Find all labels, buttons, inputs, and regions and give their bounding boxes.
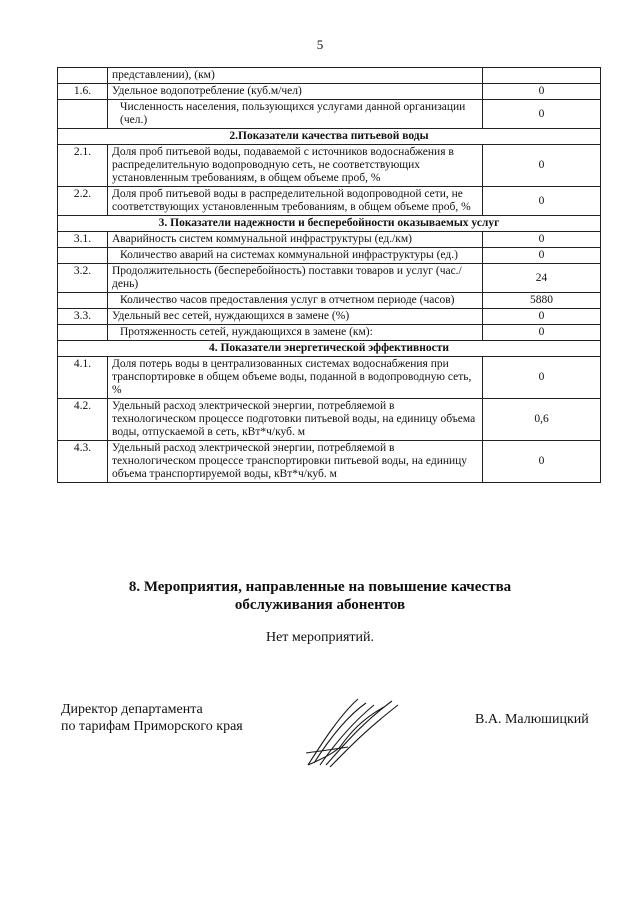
table-section-row xyxy=(58,129,601,145)
table-section-row xyxy=(58,341,601,357)
row-number: 1.6. xyxy=(58,84,108,100)
table-row xyxy=(58,100,601,129)
indicators-table xyxy=(57,67,601,483)
signatory-title-line-1: Директор департамента xyxy=(61,702,203,717)
row-number xyxy=(58,325,108,341)
indicator-value: 0 xyxy=(483,325,601,341)
indicator-value: 0 xyxy=(483,232,601,248)
section-title: 3. Показатели надежности и бесперебойности оказываемых услуг xyxy=(58,216,601,232)
indicator-value: 0 xyxy=(483,84,601,100)
indicator-name: Численность населения, пользующихся услугами данной организации (чел.) xyxy=(108,100,483,129)
signatory-title xyxy=(61,701,243,735)
section-title: 2.Показатели качества питьевой воды xyxy=(58,129,601,145)
indicator-name: Количество часов предоставления услуг в отчетном периоде (часов) xyxy=(108,293,483,309)
table-row xyxy=(58,84,601,100)
no-measures-text: Нет мероприятий. xyxy=(265,630,375,645)
indicator-value: 0 xyxy=(483,441,601,483)
indicator-value: 0 xyxy=(483,187,601,216)
row-number: 3.1. xyxy=(58,232,108,248)
indicator-name: Удельное водопотребление (куб.м/чел) xyxy=(108,84,483,100)
row-number: 4.3. xyxy=(58,441,108,483)
handwritten-signature xyxy=(300,693,410,773)
indicator-value xyxy=(483,68,601,84)
table-row xyxy=(58,187,601,216)
row-number xyxy=(58,68,108,84)
indicator-name: Количество аварий на системах коммунальной инфраструктуры (ед.) xyxy=(108,248,483,264)
table-row xyxy=(58,293,601,309)
section-8-heading xyxy=(0,578,640,614)
signatory-name: В.А. Малюшицкий xyxy=(475,712,589,727)
table-row xyxy=(58,264,601,293)
indicator-name: Доля проб питьевой воды в распределительной водопроводной сети, не соответствующих установленным требованиям, в общем объеме проб, % xyxy=(108,187,483,216)
table-section-row xyxy=(58,216,601,232)
indicator-name: Удельный вес сетей, нуждающихся в замене (%) xyxy=(108,309,483,325)
table-row xyxy=(58,248,601,264)
indicator-name: Удельный расход электрической энергии, потребляемой в технологическом процессе подготовки питьевой воды, на единицу объема воды, отпускаемой в сеть, кВт*ч/куб. м xyxy=(108,399,483,441)
indicator-value: 5880 xyxy=(483,293,601,309)
table-row xyxy=(58,357,601,399)
indicator-value: 0 xyxy=(483,309,601,325)
row-number: 3.3. xyxy=(58,309,108,325)
section-title: 4. Показатели энергетической эффективности xyxy=(58,341,601,357)
table-row xyxy=(58,309,601,325)
table-row xyxy=(58,441,601,483)
row-number xyxy=(58,100,108,129)
row-number xyxy=(58,248,108,264)
indicator-name: Аварийность систем коммунальной инфраструктуры (ед./км) xyxy=(108,232,483,248)
table-row xyxy=(58,68,601,84)
indicator-value: 0,6 xyxy=(483,399,601,441)
indicator-name: Доля потерь воды в централизованных системах водоснабжения при транспортировке в общем объеме воды, поданной в водопроводную сеть, % xyxy=(108,357,483,399)
indicator-name: Протяженность сетей, нуждающихся в замене (км): xyxy=(108,325,483,341)
table-row xyxy=(58,399,601,441)
row-number: 2.1. xyxy=(58,145,108,187)
row-number: 4.2. xyxy=(58,399,108,441)
indicator-value: 24 xyxy=(483,264,601,293)
indicator-value: 0 xyxy=(483,248,601,264)
indicator-value: 0 xyxy=(483,145,601,187)
indicator-value: 0 xyxy=(483,357,601,399)
indicator-name: Доля проб питьевой воды, подаваемой с источников водоснабжения в распределительную водопроводную сеть, не соответствующих установленным требованиям, в общем объеме проб, % xyxy=(108,145,483,187)
table-row xyxy=(58,325,601,341)
section-8-heading-line-2: обслуживания абонентов xyxy=(234,597,406,613)
table-row xyxy=(58,145,601,187)
row-number: 2.2. xyxy=(58,187,108,216)
section-8-heading-line-1: 8. Мероприятия, направленные на повышение качества xyxy=(128,579,512,595)
table-row xyxy=(58,232,601,248)
indicator-name: Продолжительность (бесперебойность) поставки товаров и услуг (час./день) xyxy=(108,264,483,293)
row-number: 4.1. xyxy=(58,357,108,399)
indicator-value: 0 xyxy=(483,100,601,129)
indicator-name: Удельный расход электрической энергии, потребляемой в технологическом процессе транспортировки питьевой воды, на единицу объема транспортируемой воды, кВт*ч/куб. м xyxy=(108,441,483,483)
row-number xyxy=(58,293,108,309)
indicator-name: представлении), (км) xyxy=(108,68,483,84)
page-number: 5 xyxy=(316,37,324,52)
signatory-title-line-2: по тарифам Приморского края xyxy=(61,719,243,734)
row-number: 3.2. xyxy=(58,264,108,293)
